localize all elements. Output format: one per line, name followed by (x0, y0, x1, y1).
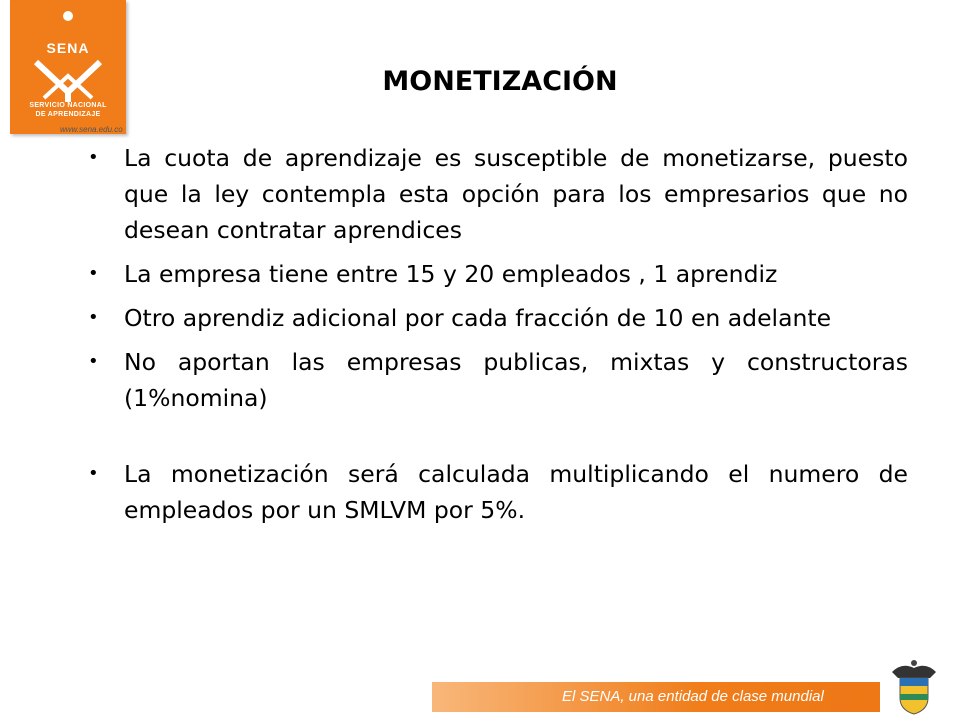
coat-of-arms-icon (884, 658, 944, 718)
bullet-dot: • (88, 263, 99, 284)
footer-slogan: El SENA, una entidad de clase mundial (562, 688, 824, 705)
logo-name: SENA (46, 40, 90, 56)
bullet-dot: • (88, 351, 99, 372)
logo-line-2: DE APRENDIZAJE (35, 111, 101, 118)
bullet-dot: • (88, 307, 99, 328)
bullet-item: • La monetización será calculada multiplicando el numero de empleados por un SMLVM por 5%. (88, 456, 908, 528)
bullet-dot: • (88, 463, 99, 484)
slide-title: MONETIZACIÓN (382, 66, 618, 97)
bullet-item: • La cuota de aprendizaje es susceptible de monetizarse, puesto que la ley contempla esta opción para los empresarios que no desean contratar aprendices (88, 140, 908, 248)
bullet-item: • No aportan las empresas publicas, mixtas y constructoras (1%nomina) (88, 344, 908, 416)
bullet-dot: • (88, 147, 99, 168)
bullet-list (88, 140, 908, 536)
bullet-item: • Otro aprendiz adicional por cada fracción de 10 en adelante (88, 300, 908, 336)
logo-line-1: SERVICIO NACIONAL (29, 102, 107, 109)
logo-url: www.sena.edu.co (60, 125, 123, 134)
bullet-item: • La empresa tiene entre 15 y 20 empleados , 1 aprendiz (88, 256, 908, 292)
footer-bar (432, 682, 880, 712)
